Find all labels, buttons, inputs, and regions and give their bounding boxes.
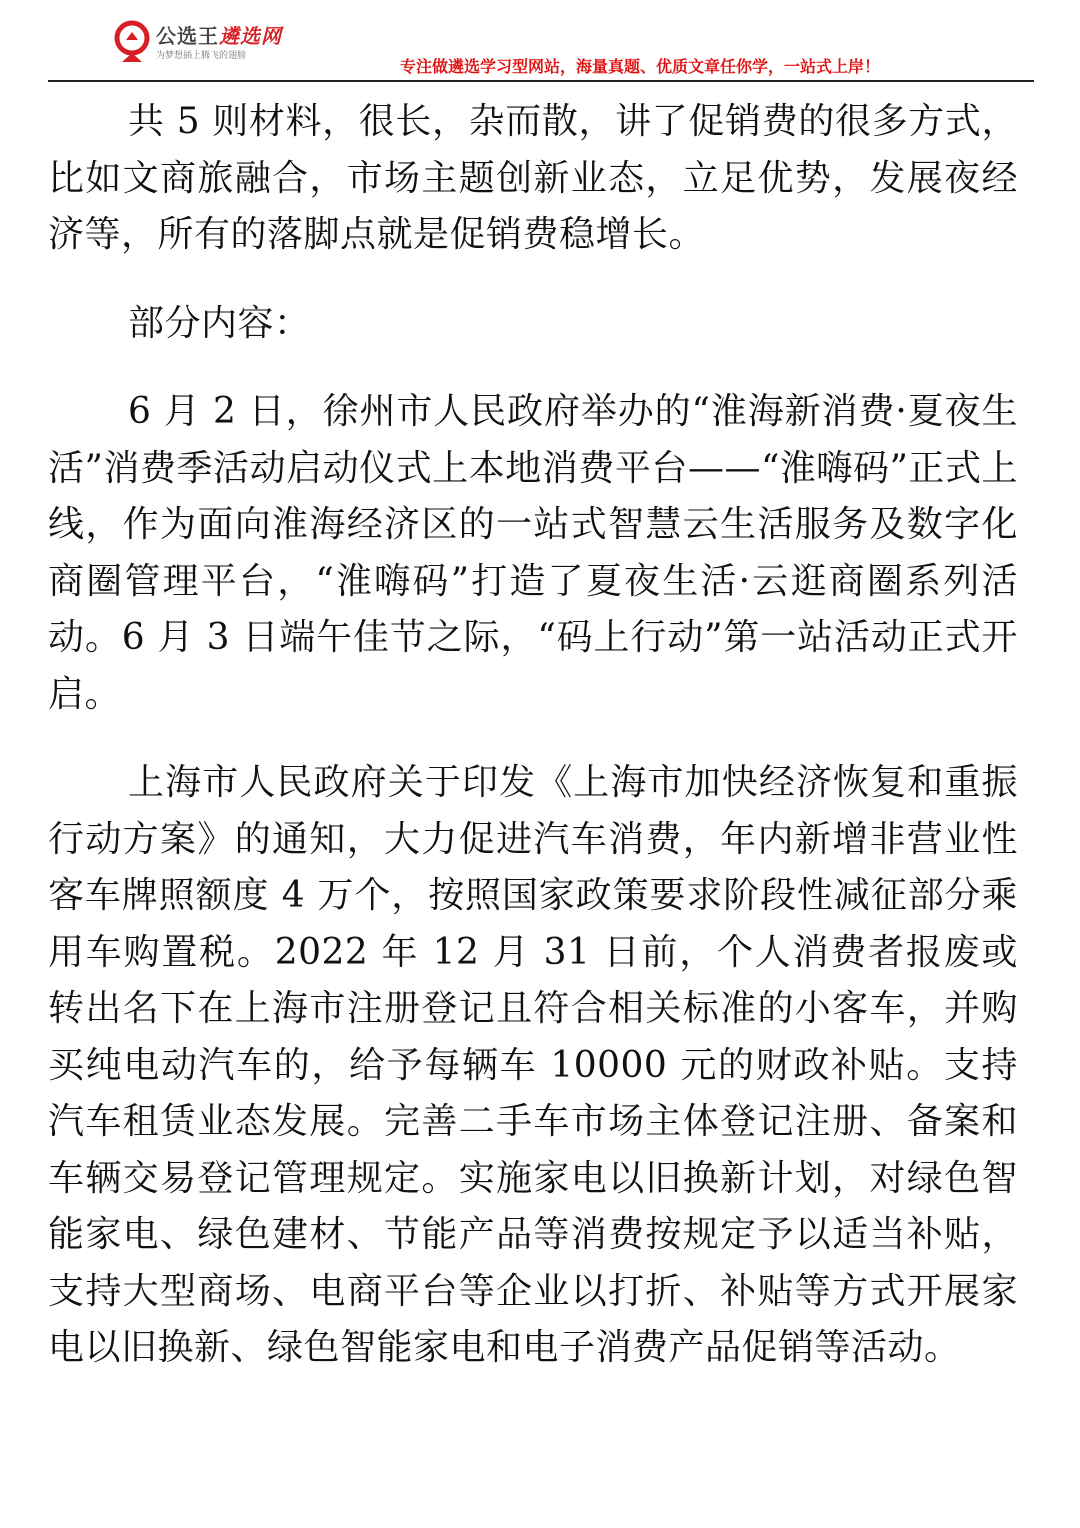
page-header	[0, 0, 1080, 82]
logo-name-red: 遴选网	[219, 24, 282, 48]
paragraph-section-label: 部分内容：	[128, 302, 311, 344]
header-slogan: 专注做遴选学习型网站，海量真题、优质文章任你学，一站式上岸！	[400, 57, 881, 76]
logo-tagline: 为梦想插上腾飞的翅膀	[156, 51, 247, 61]
paragraph-xuzhou: 6 月 2 日，徐州市人民政府举办的“淮海新消费·夏夜生活”消费季活动启动仪式上本地消费平台——“淮嗨码”正式上线，作为面向淮海经济区的一站式智慧云生活服务及数字化商圈管理平台，“淮嗨码”打造了夏夜生活·云逛商圈系列活动。6 月 3 日端午佳节之际，“码上行动”第一站活动正式开启。	[48, 391, 1018, 715]
logo-name-dark: 公选王	[156, 24, 219, 48]
paragraph-summary: 共 5 则材料，很长，杂而散，讲了促销费的很多方式，比如文商旅融合，市场主题创新业态，立足优势，发展夜经济等，所有的落脚点就是促销费稳增长。	[48, 101, 1018, 255]
header-divider	[48, 80, 1034, 82]
document-body	[48, 94, 1018, 1409]
logo-wordmark	[156, 20, 282, 49]
site-logo[interactable]	[112, 18, 342, 68]
paragraph-shanghai: 上海市人民政府关于印发《上海市加快经济恢复和重振行动方案》的通知，大力促进汽车消费，年内新增非营业性客车牌照额度 4 万个，按照国家政策要求阶段性减征部分乘用车购置税。2022 年 12 月 31 日前，个人消费者报废或转出名下在上海市注册登记且符合相关标准的小客车，并购买纯电动汽车的，给予每辆车 10000 元的财政补贴。支持汽车租赁业态发展。完善二手车市场主体登记注册、备案和车辆交易登记管理规定。实施家电以旧换新计划，对绿色智能家电、绿色建材、节能产品等消费按规定予以适当补贴，支持大型商场、电商平台等企业以打折、补贴等方式开展家电以旧换新、绿色智能家电和电子消费产品促销等活动。	[48, 762, 1018, 1368]
logo-emblem-icon	[112, 20, 152, 64]
